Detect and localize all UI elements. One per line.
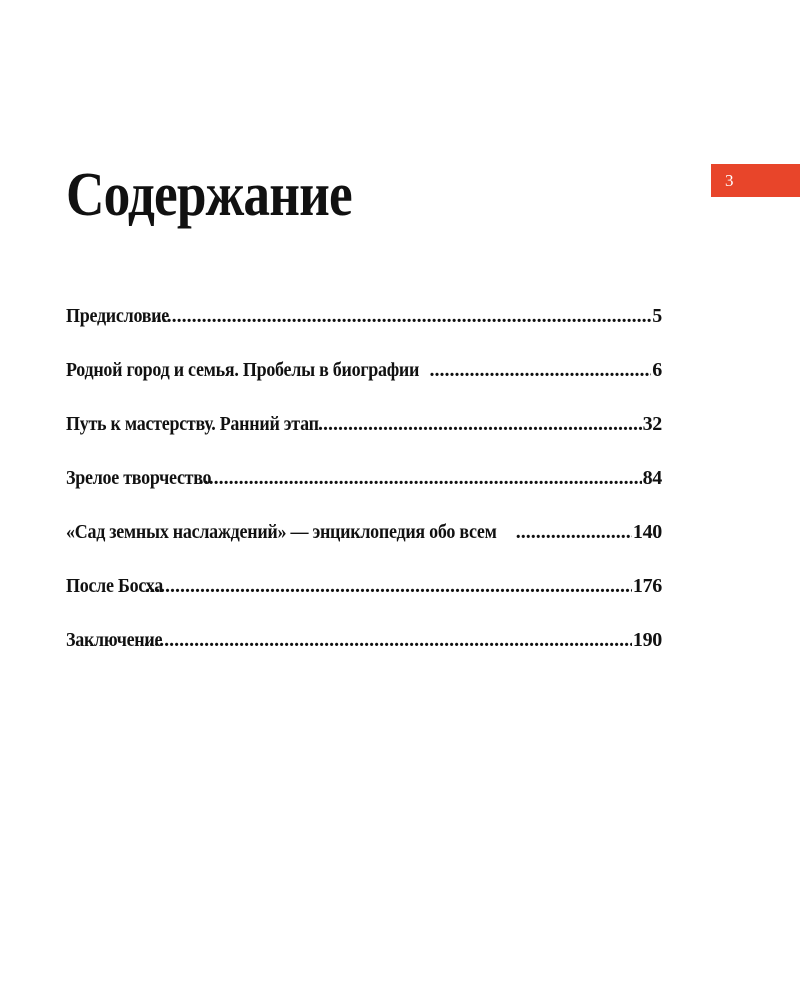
toc-entry-title: Зрелое творчество (66, 467, 212, 489)
toc-entry-mature-work[interactable] (66, 458, 662, 512)
toc-entry-conclusion[interactable] (66, 620, 662, 674)
toc-dot-leader (516, 512, 632, 552)
toc-entry-title: Предисловие (66, 305, 169, 327)
page-number-tab (711, 164, 800, 197)
toc-dot-leader (199, 458, 642, 498)
toc-entry-page: 6 (652, 359, 662, 381)
toc-entry-hometown[interactable] (66, 350, 662, 404)
toc-entry-page: 5 (652, 305, 662, 327)
toc-entry-page: 176 (632, 575, 662, 597)
table-of-contents (66, 296, 662, 674)
toc-entry-title: Заключение (66, 629, 163, 651)
toc-dot-leader (318, 404, 642, 444)
toc-entry-after-bosch[interactable] (66, 566, 662, 620)
toc-entry-early-stage[interactable] (66, 404, 662, 458)
page-number: 3 (725, 171, 734, 190)
toc-entry-page: 140 (632, 521, 662, 543)
toc-entry-page: 32 (642, 413, 662, 435)
toc-entry-title: После Босха (66, 575, 164, 597)
toc-entry-title: Родной город и семья. Пробелы в биографии (66, 359, 420, 381)
toc-dot-leader (145, 566, 632, 606)
toc-entry-garden[interactable] (66, 512, 662, 566)
toc-entry-page: 84 (642, 467, 662, 489)
toc-entry-title: «Сад земных наслаждений» — энциклопедия обо всем (66, 521, 497, 543)
toc-dot-leader (152, 296, 652, 336)
toc-dot-leader (430, 350, 652, 390)
toc-dot-leader (144, 620, 632, 660)
toc-entry-preface[interactable] (66, 296, 662, 350)
toc-entry-title: Путь к мастерству. Ранний этап (66, 413, 319, 435)
toc-entry-page: 190 (632, 629, 662, 651)
page-title: Содержание (66, 161, 352, 229)
